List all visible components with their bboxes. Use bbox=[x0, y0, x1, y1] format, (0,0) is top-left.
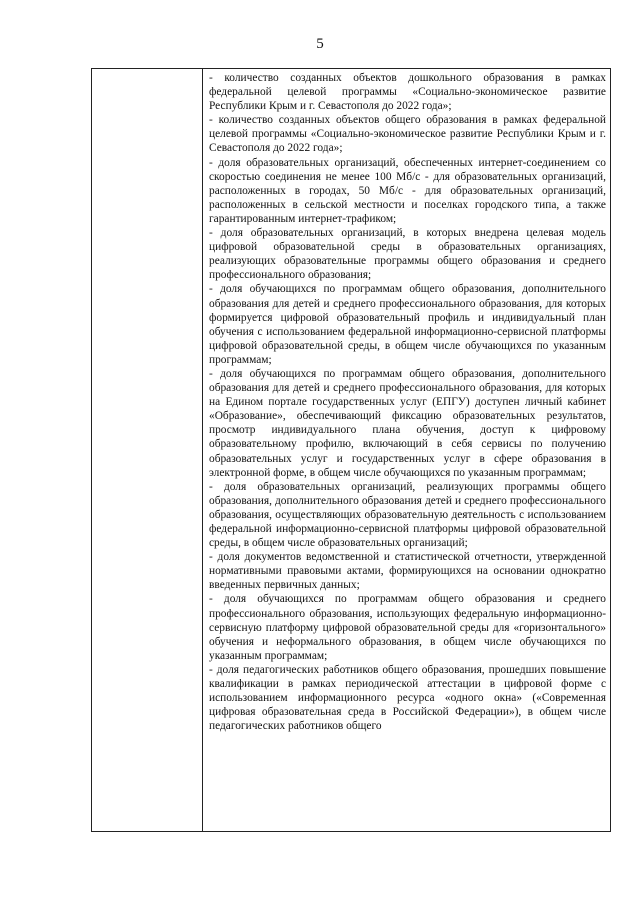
indicator-item-1: - количество созданных объектов дошкольного образования в рамках федеральной целевой программы «Социально-экономическое развитие Республики Крым и г. Севастополя до 2022 года»; bbox=[209, 72, 606, 113]
indicator-item-3: - доля образовательных организаций, обеспеченных интернет-соединением со скоростью соединения не менее 100 Мб/с - для образовательных организаций, расположенных в городах, 50 Мб/с - для образовательных организаций, расположенных в сельской местности и поселках городского типа, а также гарантированным интернет-трафиком; bbox=[209, 156, 606, 225]
table-right-column bbox=[203, 69, 610, 831]
table-left-column bbox=[92, 69, 203, 831]
indicator-item-10: - доля педагогических работников общего образования, прошедших повышение квалификации в рамках периодической аттестации в цифровой форме с использованием информационного ресурса «одного окна» («Современная цифровая образовательная среда в Российской Федерации»), в общем числе педагогических работников общего bbox=[209, 663, 606, 733]
indicator-item-5: - доля обучающихся по программам общего образования, дополнительного образования для детей и среднего профессионального образования, для которых формируется цифровой образовательный профиль и индивидуальный план обучения с использованием федеральной информационно-сервисной платформы цифровой образовательной среды, в общем числе обучающихся по указанным программам; bbox=[209, 283, 606, 366]
indicator-item-4: - доля образовательных организаций, в которых внедрена целевая модель цифровой образовательной среды в образовательных организациях, реализующих образовательные программы общего образования и среднего профессионального образования; bbox=[209, 227, 606, 282]
page-number: 5 bbox=[316, 36, 324, 52]
indicator-item-7: - доля образовательных организаций, реализующих программы общего образования, дополнительного образования детей и среднего профессионального образования, осуществляющих образовательную деятельность с использованием федеральной информационно-сервисной платформы цифровой образовательной среды, в общем числе образовательных организаций; bbox=[209, 480, 606, 550]
document-table bbox=[91, 68, 611, 832]
indicator-item-8: - доля документов ведомственной и статистической отчетности, утвержденной нормативными правовыми актами, формирующихся на основании однократно введенных первичных данных; bbox=[209, 551, 606, 592]
indicator-item-6: - доля обучающихся по программам общего образования, дополнительного образования для детей и среднего профессионального образования, для которых на Едином портале государственных услуг (ЕПГУ) доступен личный кабинет «Образование», обеспечивающий фиксацию образовательных результатов, просмотр индивидуального плана обучения, доступ к цифровому образовательному профилю, включающий в себя сервисы по получению образовательных услуг и государственных услуг в сфере образования в электронной форме, в общем числе обучающихся по указанным программам; bbox=[209, 367, 606, 479]
indicator-item-9: - доля обучающихся по программам общего образования и среднего профессионального образования, использующих федеральную информационно-сервисную платформу цифровой образовательной среды для «горизонтального» обучения и неформального образования, в общем числе обучающихся по указанным программам; bbox=[209, 593, 606, 662]
indicator-item-2: - количество созданных объектов общего образования в рамках федеральной целевой программы «Социально-экономическое развитие Республики Крым и г. Севастополя до 2022 года»; bbox=[209, 114, 606, 155]
